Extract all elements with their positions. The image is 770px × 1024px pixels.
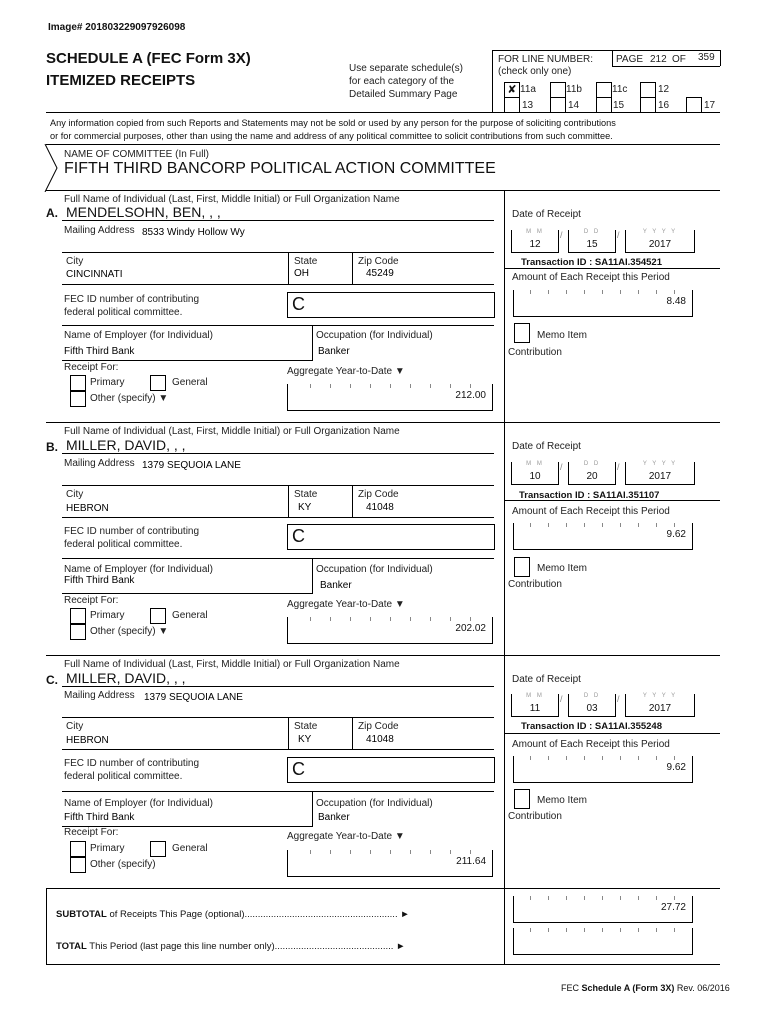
employer-label: Name of Employer (for Individual) (64, 330, 213, 341)
transaction-id: Transaction ID : SA11AI.351107 (519, 490, 660, 501)
other-specify-label: Other (specify) (90, 859, 156, 870)
receipt-for-label: Receipt For: (64, 595, 119, 606)
general-label: General (172, 377, 208, 388)
city: HEBRON (66, 503, 109, 514)
employer-label: Name of Employer (for Individual) (64, 564, 213, 575)
entry-letter: A. (46, 206, 58, 220)
date-of-receipt-label: Date of Receipt (512, 441, 581, 452)
page-of-label: OF (672, 54, 686, 65)
receipt-year[interactable]: Y Y Y Y 2017 (625, 462, 695, 485)
zip-label: Zip Code (358, 489, 399, 500)
memo-item-label: Memo Item (537, 795, 588, 806)
line-14-label: 14 (568, 100, 580, 111)
committee-name-label: NAME OF COMMITTEE (In Full) (64, 149, 209, 160)
arrow-right-icon: ► (396, 941, 406, 952)
line-11b-label: 11b (566, 84, 582, 95)
mailing-address: 1379 SEQUOIA LANE (144, 692, 243, 703)
date-of-receipt-label: Date of Receipt (512, 209, 581, 220)
receipt-month[interactable]: M M 12 (511, 230, 559, 253)
aggregate-label: Aggregate Year-to-Date ▼ (287, 366, 405, 377)
contributor-name: MENDELSOHN, BEN, , , (66, 204, 221, 220)
primary-label: Primary (90, 843, 125, 854)
transaction-id: Transaction ID : SA11AI.354521 (521, 257, 662, 268)
total-line: TOTAL This Period (last page this line number only)............................................. ► (56, 941, 406, 952)
primary-label: Primary (90, 610, 125, 621)
arrow-right-icon: ► (400, 909, 410, 920)
line-13-label: 13 (522, 100, 534, 111)
other-specify-label: Other (specify) ▼ (90, 393, 169, 404)
entry-letter: B. (46, 440, 58, 454)
line-number-label: FOR LINE NUMBER: (498, 54, 594, 65)
mailing-address-label: Mailing Address (64, 225, 135, 236)
occupation: Banker (320, 580, 352, 591)
amount-label: Amount of Each Receipt this Period (512, 506, 670, 517)
occupation: Banker (318, 812, 350, 823)
receipt-for-label: Receipt For: (64, 827, 119, 838)
receipt-year[interactable]: Y Y Y Y 2017 (625, 694, 695, 717)
occupation-label: Occupation (for Individual) (316, 564, 433, 575)
subtotal-field[interactable]: 27.72 (513, 896, 693, 923)
full-name-label: Full Name of Individual (Last, First, Middle Initial) or Full Organization Name (64, 659, 400, 670)
image-id: Image# 201803229097926098 (48, 22, 186, 33)
committee-name: FIFTH THIRD BANCORP POLITICAL ACTION COMMITTEE (64, 160, 496, 177)
amount-field[interactable]: 9.62 (513, 756, 693, 783)
employer-label: Name of Employer (for Individual) (64, 798, 213, 809)
zip-label: Zip Code (358, 256, 399, 267)
mailing-address: 8533 Windy Hollow Wy (142, 227, 245, 238)
page-total: 359 (698, 52, 715, 63)
contributor-name: MILLER, DAVID, , , (66, 437, 186, 453)
transaction-id: Transaction ID : SA11AI.355248 (521, 721, 662, 732)
line-15-label: 15 (613, 100, 625, 111)
line-13-checkbox[interactable] (504, 97, 520, 113)
memo-item-label: Memo Item (537, 563, 588, 574)
chevron-down-icon: ▼ (394, 366, 405, 377)
full-name-label: Full Name of Individual (Last, First, Middle Initial) or Full Organization Name (64, 426, 400, 437)
mailing-address-label: Mailing Address (64, 458, 135, 469)
receipt-day[interactable]: D D 03 (568, 694, 616, 717)
aggregate-field[interactable]: 211.64 (287, 850, 493, 877)
employer: Fifth Third Bank (64, 346, 135, 357)
aggregate-label: Aggregate Year-to-Date ▼ (287, 831, 405, 842)
city-label: City (66, 721, 84, 732)
receipt-month[interactable]: M M 11 (511, 694, 559, 717)
line-12-label: 12 (658, 84, 670, 95)
mailing-address-label: Mailing Address (64, 690, 135, 701)
schedule-title: SCHEDULE A (FEC Form 3X) (46, 50, 251, 67)
primary-checkbox[interactable] (70, 841, 86, 857)
state-label: State (294, 256, 318, 267)
city: CINCINNATI (66, 269, 123, 280)
check-only-one: (check only one) (498, 66, 572, 77)
date-of-receipt-label: Date of Receipt (512, 674, 581, 685)
primary-checkbox[interactable] (70, 375, 86, 391)
chevron-down-icon: ▼ (158, 393, 169, 404)
aggregate-label: Aggregate Year-to-Date ▼ (287, 599, 405, 610)
line-11a-checkbox[interactable]: ✘ (504, 82, 520, 98)
line-11a-label: 11a (520, 84, 536, 95)
fec-id-label: FEC ID number of contributing federal political committee. (64, 758, 200, 782)
primary-label: Primary (90, 377, 125, 388)
disclaimer: Any information copied from such Reports and Statements may not be sold or used by any person for the purpose of soliciting contributions or for commercial purposes, other than using the name and address of any political committee to solicit contributions from such committee. (50, 118, 616, 141)
amount-field[interactable]: 9.62 (513, 523, 693, 550)
line-11c-label: 11c (612, 84, 628, 95)
line-17-checkbox[interactable] (686, 97, 702, 113)
city-label: City (66, 489, 84, 500)
other-checkbox[interactable] (70, 857, 86, 873)
zip: 41048 (366, 502, 394, 513)
line-16-label: 16 (658, 100, 670, 111)
receipt-month[interactable]: M M 10 (511, 462, 559, 485)
fec-id-field[interactable]: C (287, 757, 495, 783)
state-label: State (294, 489, 318, 500)
line-15-checkbox[interactable] (596, 97, 612, 113)
aggregate-field[interactable]: 212.00 (287, 384, 493, 411)
general-label: General (172, 610, 208, 621)
other-checkbox[interactable] (70, 391, 86, 407)
form-footer: FEC Schedule A (Form 3X) Rev. 06/2016 (561, 983, 730, 993)
receipt-type: Contribution (508, 579, 562, 590)
other-checkbox[interactable] (70, 624, 86, 640)
occupation-label: Occupation (for Individual) (316, 330, 433, 341)
fec-id-field[interactable]: C (287, 292, 495, 318)
receipt-day[interactable]: D D 20 (568, 462, 616, 485)
amount-label: Amount of Each Receipt this Period (512, 739, 670, 750)
page-number: 212 (650, 54, 667, 65)
employer: Fifth Third Bank (64, 575, 135, 586)
page-label: PAGE (616, 54, 644, 65)
city: HEBRON (66, 735, 109, 746)
receipt-type: Contribution (508, 347, 562, 358)
other-specify-label: Other (specify) ▼ (90, 626, 169, 637)
total-field[interactable] (513, 928, 693, 955)
state: KY (298, 502, 312, 513)
entry-letter: C. (46, 673, 58, 687)
state: OH (294, 268, 309, 279)
memo-item-checkbox[interactable] (514, 557, 530, 577)
occupation-label: Occupation (for Individual) (316, 798, 433, 809)
zip: 45249 (366, 268, 394, 279)
state: KY (298, 734, 312, 745)
employer: Fifth Third Bank (64, 812, 135, 823)
amount-field[interactable]: 8.48 (513, 290, 693, 317)
aggregate-field[interactable]: 202.02 (287, 617, 493, 644)
memo-item-label: Memo Item (537, 330, 588, 341)
city-label: City (66, 256, 84, 267)
general-checkbox[interactable] (150, 608, 166, 624)
line-14-checkbox[interactable] (550, 97, 566, 113)
zip: 41048 (366, 734, 394, 745)
occupation: Banker (318, 346, 350, 357)
receipt-for-label: Receipt For: (64, 362, 119, 373)
general-label: General (172, 843, 208, 854)
zip-label: Zip Code (358, 721, 399, 732)
line-17-label: 17 (704, 100, 716, 111)
full-name-label: Full Name of Individual (Last, First, Middle Initial) or Full Organization Name (64, 194, 400, 205)
fec-id-field[interactable]: C (287, 524, 495, 550)
amount-label: Amount of Each Receipt this Period (512, 272, 670, 283)
committee-bracket (44, 144, 60, 192)
memo-item-checkbox[interactable] (514, 323, 530, 343)
separate-schedule-note: Use separate schedule(s) for each category of the Detailed Summary Page (349, 63, 463, 100)
state-label: State (294, 721, 318, 732)
fec-id-label: FEC ID number of contributing federal political committee. (64, 294, 200, 318)
receipt-year[interactable]: Y Y Y Y 2017 (625, 230, 695, 253)
schedule-subtitle: ITEMIZED RECEIPTS (46, 72, 196, 89)
mailing-address: 1379 SEQUOIA LANE (142, 460, 241, 471)
chevron-down-icon: ▼ (394, 831, 405, 842)
subtotal-line: SUBTOTAL of Receipts This Page (optional).......................................................... ► (56, 909, 410, 920)
chevron-down-icon: ▼ (158, 626, 169, 637)
general-checkbox[interactable] (150, 375, 166, 391)
general-checkbox[interactable] (150, 841, 166, 857)
line-11b-checkbox[interactable] (550, 82, 566, 98)
primary-checkbox[interactable] (70, 608, 86, 624)
line-11c-checkbox[interactable] (596, 82, 612, 98)
receipt-day[interactable]: D D 15 (568, 230, 616, 253)
line-12-checkbox[interactable] (640, 82, 656, 98)
contributor-name: MILLER, DAVID, , , (66, 670, 186, 686)
line-16-checkbox[interactable] (640, 97, 656, 113)
chevron-down-icon: ▼ (394, 599, 405, 610)
memo-item-checkbox[interactable] (514, 789, 530, 809)
fec-id-label: FEC ID number of contributing federal political committee. (64, 526, 200, 550)
receipt-type: Contribution (508, 811, 562, 822)
